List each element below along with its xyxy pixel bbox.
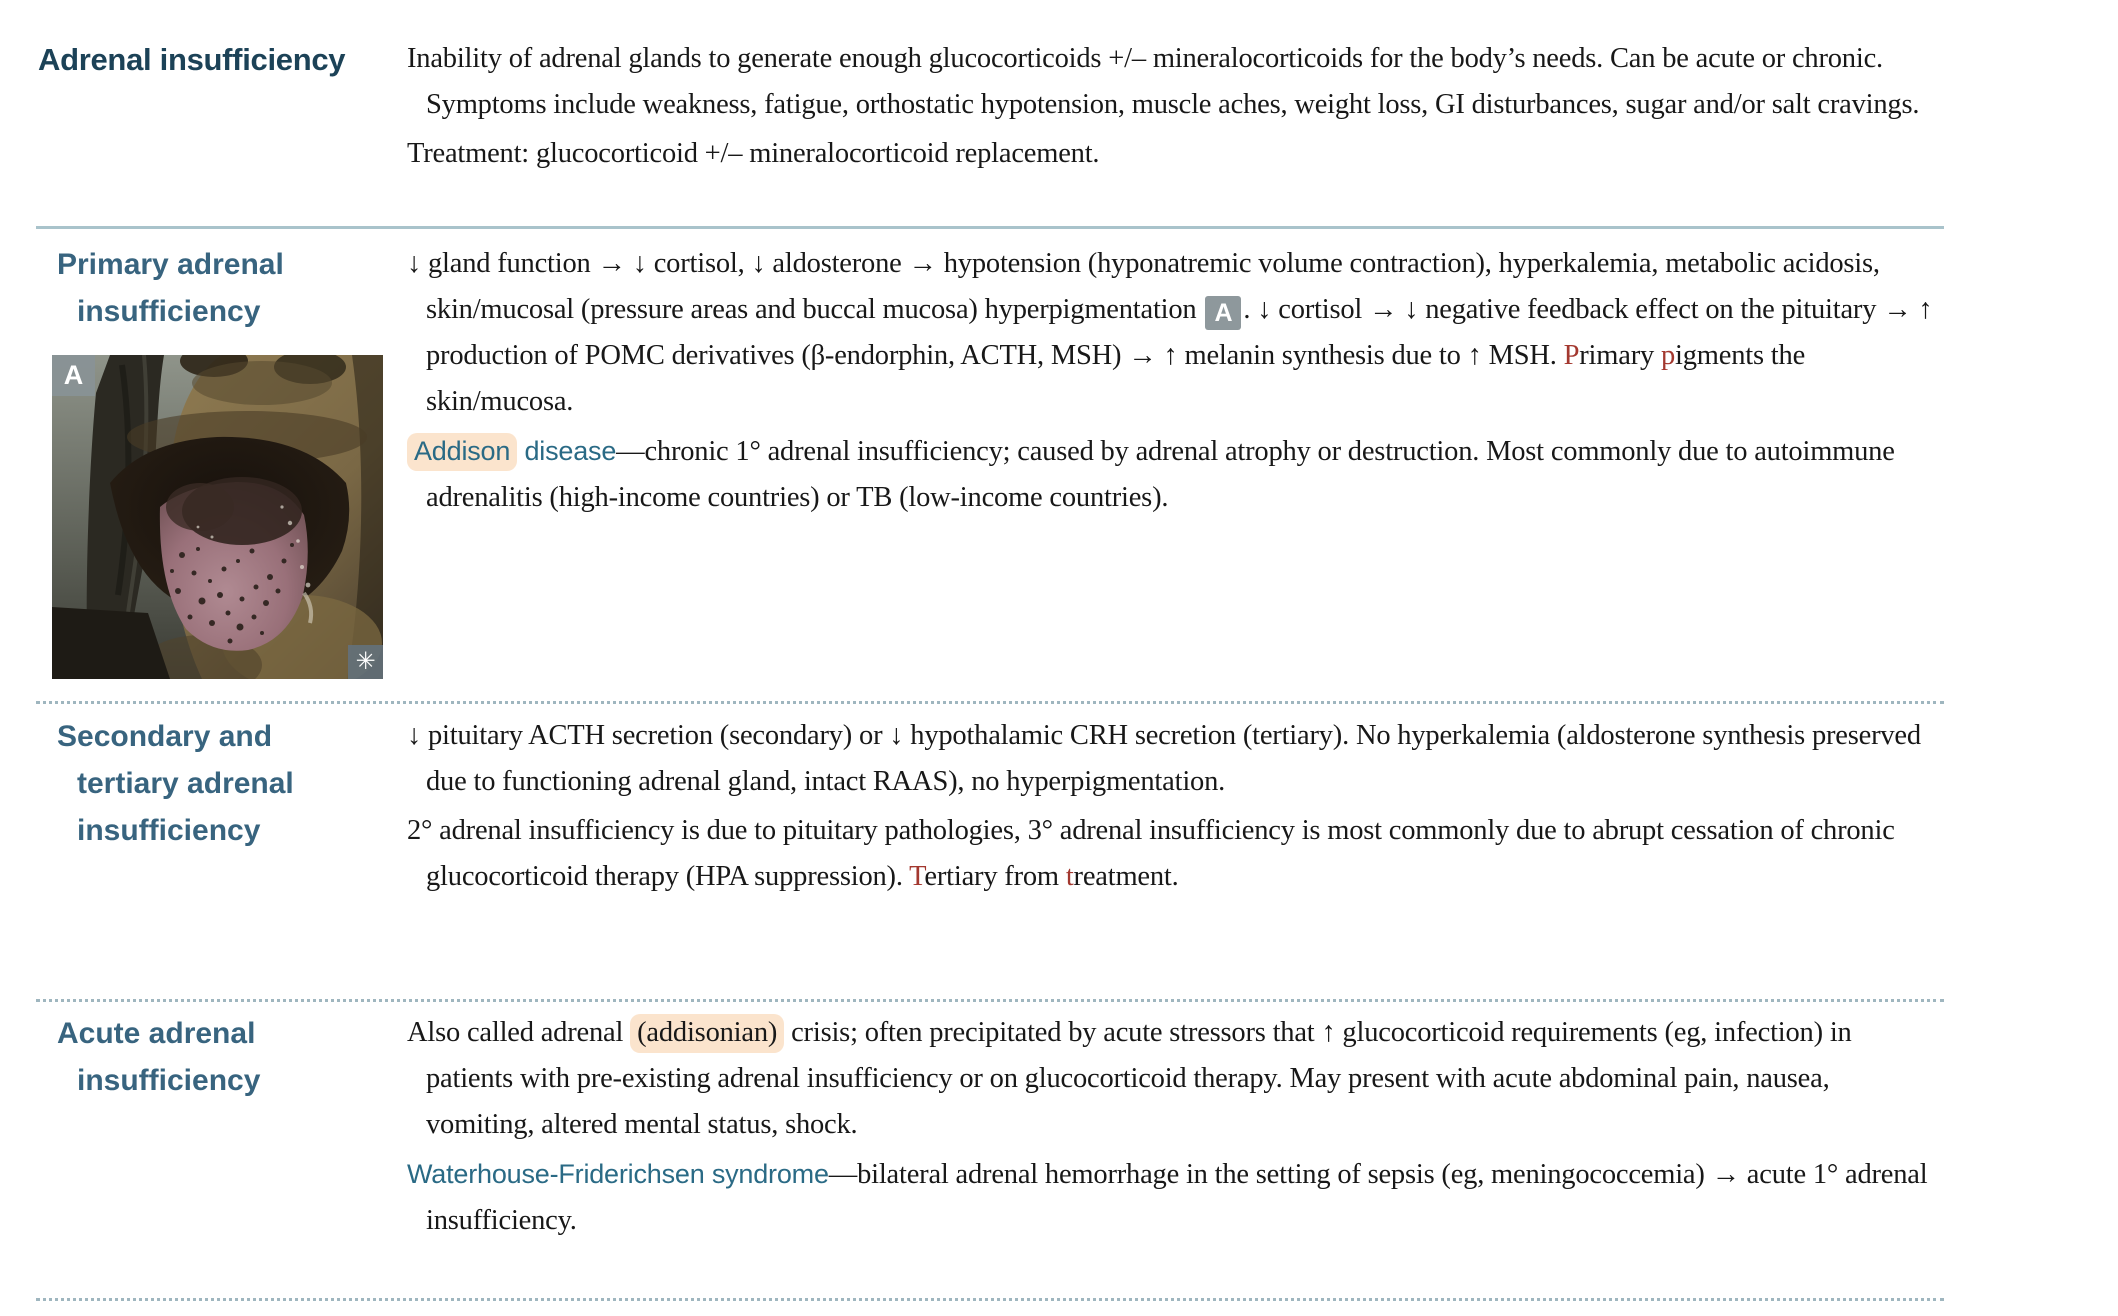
- body-text: crisis; often precipitated by acute stressors that ↑ glucocorticoid requirements (eg, infection) in patients with pre-existing adrenal insufficiency or on glucocorticoid therapy. May present with acute abdominal pain, nausea, vomiting, altered mental status, shock.: [426, 1017, 1852, 1140]
- body-text: ↓ pituitary ACTH secretion (secondary) or ↓ hypothalamic CRH secretion (tertiary). No hyperkalemia (aldosterone synthesis preserved due to functioning adrenal gland, intact RAAS), no hyperpigmentation.: [407, 720, 1921, 797]
- paragraph: [407, 241, 1938, 425]
- paragraph: [407, 713, 1938, 805]
- body-text: . ↓ cortisol → ↓ negative feedback effect on the pituitary → ↑ production of POMC derivatives (β-endorphin, ACTH, MSH) → ↑ melanin synthesis due to ↑ MSH.: [426, 294, 1933, 371]
- row-heading-secondary-tertiary: [0, 713, 407, 854]
- paragraph: [407, 428, 1938, 521]
- row-heading-line: Acute adrenal: [57, 1017, 256, 1050]
- divider-dotted: [36, 1298, 1944, 1301]
- paragraph: [407, 36, 1938, 128]
- row-heading-adrenal-insufficiency: [0, 36, 407, 83]
- row-heading-line: insufficiency: [77, 1064, 261, 1097]
- figure-asterisk-badge: ✳: [348, 645, 383, 679]
- body-text: —bilateral adrenal hemorrhage in the setting of sepsis (eg, meningococcemia) → acute 1° adrenal insufficiency.: [426, 1159, 1928, 1236]
- highlighted-term: (addisonian): [630, 1014, 784, 1053]
- body-text: ertiary from: [924, 861, 1066, 892]
- mnemonic-letter: T: [909, 861, 925, 892]
- disease-term: Waterhouse-Friderichsen syndrome: [407, 1159, 829, 1189]
- paragraph: [407, 1151, 1938, 1244]
- body-text: ↓ gland function → ↓ cortisol, ↓ aldosterone → hypotension (hyponatremic volume contraction), hyperkalemia, metabolic acidosis, skin/mucosal (pressure areas and buccal mucosa) hyperpigmentation: [407, 248, 1880, 325]
- body-text: reatment.: [1073, 861, 1179, 892]
- body-text: rimary: [1579, 340, 1661, 371]
- row-heading-acute-adrenal-insufficiency: [0, 1010, 407, 1104]
- table-row-secondary-tertiary-adrenal-insufficiency: [0, 704, 2118, 999]
- figure-ref-a-badge: A: [1205, 296, 1241, 330]
- body-text: Treatment: glucocorticoid +/– mineralocorticoid replacement.: [407, 138, 1100, 169]
- body-text: igments the skin/mucosa.: [426, 340, 1806, 417]
- row-heading-text: [57, 241, 407, 335]
- table-row-primary-adrenal-insufficiency: [0, 229, 2118, 701]
- clinical-photo-tongue-hyperpigmentation: [52, 355, 383, 679]
- table-row-acute-adrenal-insufficiency: [0, 1002, 2118, 1298]
- row-heading-line: Adrenal insufficiency: [38, 42, 346, 77]
- row-body: [407, 36, 2118, 177]
- row-body: [407, 713, 2118, 900]
- row-heading-line: insufficiency: [77, 814, 261, 847]
- row-heading-line: Primary adrenal: [57, 248, 284, 281]
- body-text: —chronic 1° adrenal insufficiency; caused by adrenal atrophy or destruction. Most commonly due to autoimmune adrenalitis (high-income countries) or TB (low-income countries).: [426, 436, 1895, 513]
- row-heading-line: tertiary adrenal: [77, 767, 294, 800]
- figure-label-a-badge: A: [52, 355, 95, 396]
- disease-term-highlighted: Addison: [407, 433, 517, 471]
- row-heading-line: Secondary and: [57, 720, 273, 753]
- paragraph: [407, 808, 1938, 900]
- paragraph: [407, 1010, 1938, 1148]
- mnemonic-letter: P: [1563, 340, 1580, 371]
- paragraph: [407, 131, 1938, 177]
- body-text: Also called adrenal: [407, 1017, 631, 1048]
- mnemonic-letter: t: [1065, 861, 1074, 892]
- body-text: 2° adrenal insufficiency is due to pituitary pathologies, 3° adrenal insufficiency is most commonly due to abrupt cessation of chronic glucocorticoid therapy (HPA suppression).: [407, 815, 1895, 892]
- row-heading-primary-adrenal-insufficiency: [0, 241, 407, 679]
- row-body: [407, 1010, 2118, 1244]
- row-body: [407, 241, 2118, 521]
- body-text: Inability of adrenal glands to generate enough glucocorticoids +/– mineralocorticoids for the body’s needs. Can be acute or chronic. Symptoms include weakness, fatigue, orthostatic hypotension, muscle aches, weight loss, GI disturbances, sugar and/or salt cravings.: [407, 43, 1920, 120]
- clinical-photo-illustration: [52, 355, 383, 679]
- row-heading-line: insufficiency: [77, 295, 261, 328]
- table-row-adrenal-insufficiency: [0, 0, 2118, 226]
- disease-term: disease: [517, 436, 617, 466]
- mnemonic-letter: p: [1660, 340, 1676, 371]
